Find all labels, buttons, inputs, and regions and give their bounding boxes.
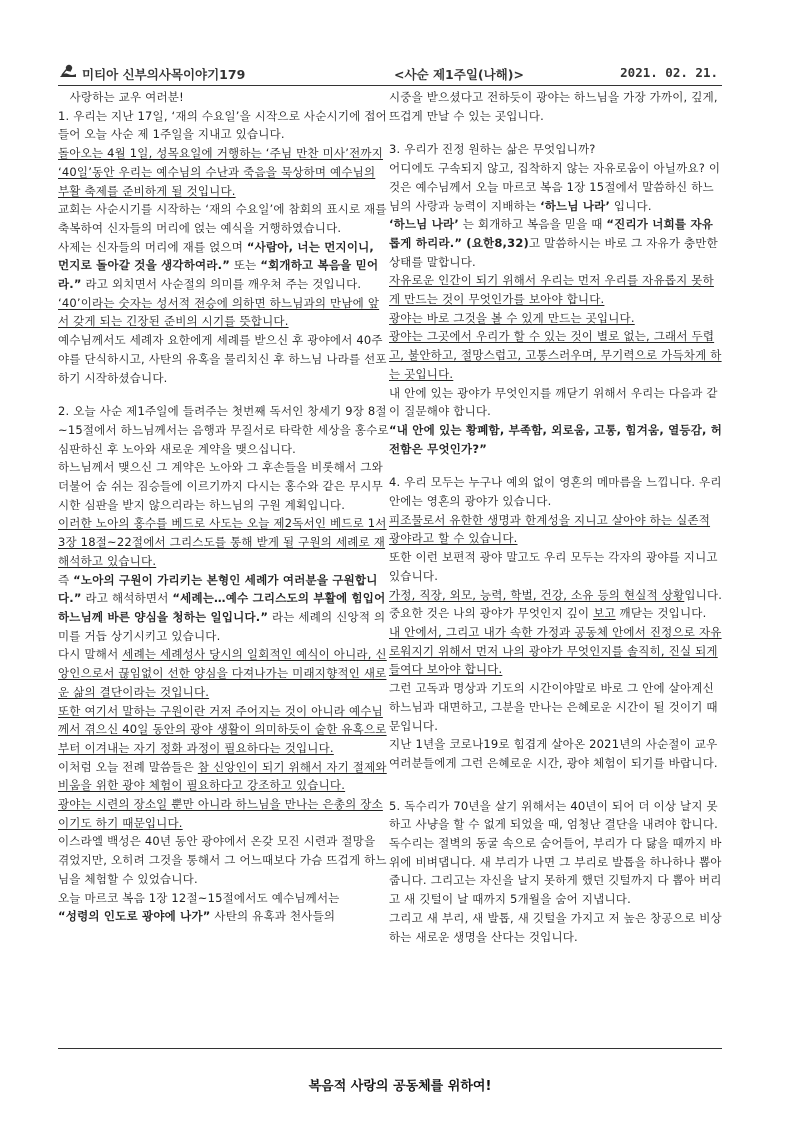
paragraph: 어디에도 구속되지 않고, 집착하지 않는 자유로움이 아닐까요? 이것은 예수님께서 오늘 마르코 복음 1장 15절에서 말씀하신 하느님의 사랑과 능력이 지배하는 ‘하느님 나라’ 입니다. [389,161,721,213]
paragraph: 자유로운 인간이 되기 위해서 우리는 먼저 우리를 자유롭지 못하게 만드는 것이 무엇인가를 보아야 합니다. [389,273,714,307]
paragraph: “내 안에 있는 황폐함, 부족함, 외로움, 고통, 힘겨움, 열등감, 허전함은 무엇인가?” [389,422,723,456]
paragraph: 오늘 마르코 복음 1장 12절~15절에서도 예수님께서는 [58,890,340,905]
paragraph: 독수리는 절벽의 동굴 속으로 숨어들어, 부리가 다 닳을 때까지 바위에 비벼댑니다. 새 부리가 나면 그 부리로 발톱을 하나하나 뽑아줍니다. 그리고는 자신을 날지 못하게 했던 깃털까지 다 뽑아 버리고 새 깃털이 날 때까지 5개월을 숨어 지냅니다. [389,836,722,907]
paragraph: 그리고 새 부리, 새 발톱, 새 깃털을 가지고 저 높은 창공으로 비상하는 새로운 생명을 산다는 것입니다. [389,910,722,944]
paragraph: 이처럼 오늘 전례 말씀들은 참 신앙인이 되기 위해서 자기 절제와 비움을 위한 광야 체험이 필요하다고 강조하고 있습니다. [58,759,387,793]
paragraph: 4. 우리 모두는 누구나 예외 없이 영혼의 메마름을 느낍니다. 우리 안에는 영혼의 광야가 있습니다. [389,475,722,509]
paragraph: 광야는 시련의 장소일 뿐만 아니라 하느님을 만나는 은총의 장소이기도 하기 때문입니다. [58,797,383,830]
paragraph: 다시 말해서 세례는 세례성사 당시의 일회적인 예식이 아니라, 신앙인으로서 끊임없이 선한 양심을 다져나가는 미래지향적인 새로운 삶의 결단이라는 것입니다. [58,647,387,699]
paragraph: 또한 이런 보편적 광야 말고도 우리 모두는 각자의 광야를 지니고 있습니다. [389,550,718,583]
paragraph: 돌아오는 4월 1일, 성목요일에 거행하는 ‘주님 만찬 미사’전까지 ‘40일’동안 우리는 예수님의 수난과 죽음을 묵상하며 예수님의 부활 축제를 준비하게 될 것입니다. [58,146,384,198]
paragraph: 광야는 바로 그것을 볼 수 있게 만드는 곳입니다. [389,310,635,325]
paragraph: 1. 우리는 지난 17일, ‘재의 수요일’을 시작으로 사순시기에 접어들어 오늘 사순 제 1주일을 지내고 있습니다. [58,108,387,142]
paragraph: 2. 오늘 사순 제1주일에 들려주는 첫번째 독서인 창세기 9장 8절~15절에서 하느님께서는 음행과 무질서로 타락한 세상을 홍수로 심판하신 후 노아와 새로운 계약을 맺으십니다. [58,404,389,456]
paragraph: ‘40’이라는 숫자는 성서적 전승에 의하면 하느님과의 만남에 앞서 갖게 되는 긴장된 준비의 시기를 뜻합니다. [58,295,380,329]
paragraph: “성령의 인도로 광야에 나가” 사탄의 유혹과 천사들의 [58,909,336,924]
paragraph: 3. 우리가 진정 원하는 삶은 무엇입니까? [389,142,596,157]
paragraph: 광야는 그곳에서 우리가 할 수 있는 것이 별로 없는, 그래서 두렵고, 불안하고, 절망스럽고, 고통스러우며, 무기력으로 가득차게 하는 곳입니다. [389,329,722,381]
paragraph: 하느님께서 맺으신 그 계약은 노아와 그 후손들을 비롯해서 그와 더불어 숨 쉬는 짐승들에 이르기까지 다시는 홍수와 같은 무시무시한 심판을 받지 않으리라는 하느님의 구원 계획입니다. [58,460,383,512]
paragraph: 교회는 사순시기를 시작하는 ‘재의 수요일’에 참회의 표시로 재를 축복하여 신자들의 머리에 얹는 예식을 거행하였습니다. [58,202,387,235]
paragraph: 지난 1년을 코로나19로 힘겹게 살아온 2021년의 사순절이 교우 여러분들에게 그런 은혜로운 시간, 광야 체험이 되기를 바랍니다. [389,737,718,770]
paragraph: 내 안에서, 그리고 내가 속한 가정과 공동체 안에서 진정으로 자유로워지기 위해서 먼저 나의 광야가 무엇인지를 솔직히, 진실 되게 들여다 보아야 합니다. [389,624,722,677]
paragraph: 예수님께서도 세례자 요한에게 세례를 받으신 후 광야에서 40주야를 단식하시고, 사탄의 유혹을 물리치신 후 하느님 나라를 선포하기 시작하셨습니다. [58,333,387,385]
header-series-title: 미티아 신부의사목이야기179 [82,67,246,82]
header-liturgy-title: <사순 제1주일(나해)> [394,67,524,82]
paragraph: 5. 독수리가 70년을 살기 위해서는 40년이 되어 더 이상 날지 못하고 사냥을 할 수 없게 되었을 때, 엄청난 결단을 내려야 합니다. [389,798,718,832]
header-rule [58,85,722,86]
paragraph: 중요한 것은 나의 광야가 무엇인지 깊이 보고 깨닫는 것입니다. [389,606,707,621]
header-date: 2021. 02. 21. [620,65,718,80]
paragraph: 사제는 신자들의 머리에 재를 얹으며 “사람아, 너는 먼지이니, 먼지로 돌아갈 것을 생각하여라.” 또는 “회개하고 복음을 믿어라.” 라고 외치면서 사순절의 의미를 깨우쳐 주는 것입니다. [58,239,379,292]
paragraph: 내 안에 있는 광야가 무엇인지를 깨닫기 위해서 우리는 다음과 같이 질문해야 합니다. [389,385,718,419]
footer-rule [58,1048,722,1049]
paragraph: 이스라엘 백성은 40년 동안 광야에서 온갖 모진 시련과 절망을 겪었지만, 오히려 그것을 통해서 그 어느때보다 가슴 뜨겁게 하느님을 체험할 수 있었습니다. [58,834,387,886]
priest-logo-icon [58,62,78,80]
footer-motto: 복음적 사랑의 공동체를 위하여! [308,1079,492,1094]
greeting: 사랑하는 교우 여러분! [69,90,184,104]
left-column [58,88,389,926]
page-header [58,64,718,84]
paragraph: 또한 여기서 말하는 구원이란 거저 주어지는 것이 아니라 예수님께서 겪으신 40일 동안의 광야 생활이 의미하듯이 숱한 유혹으로부터 이겨내는 자기 정화 과정이 필요하다는 것입니다. [58,703,387,755]
paragraph: 그런 고독과 명상과 기도의 시간이야말로 바로 그 안에 살아계신 하느님과 대면하고, 그분을 만나는 은혜로운 시간이 될 것이기 때문입니다. [389,681,718,733]
paragraph: 가정, 직장, 외모, 능력, 학벌, 건강, 소유 등의 현실적 상황입니다. [389,587,723,602]
right-column [389,88,723,946]
paragraph: 이러한 노아의 홍수를 베드로 사도는 오늘 제2독서인 베드로 1서 3장 18절~22절에서 그리스도를 통해 받게 될 구원의 세례로 재해석하고 있습니다. [58,516,387,568]
paragraph: 즉 “노아의 구원이 가리키는 본형인 세례가 여러분을 구원합니다.” 라고 해석하면서 “세례는…예수 그리스도의 부활에 힘입어 하느님께 바른 양심을 청하는 일입니다.” 라는 세례의 신앙적 의미를 거듭 상기시키고 있습니다. [58,572,386,643]
paragraph: 시중을 받으셨다고 전하듯이 광야는 하느님을 가장 가까이, 깊게, 뜨겁게 만날 수 있는 곳입니다. [389,90,718,123]
paragraph: ‘하느님 나라’ 는 회개하고 복음을 믿을 때 “진리가 너희를 자유롭게 하리라.” (요한8,32)고 말씀하시는 바로 그 자유가 충만한 상태를 말합니다. [389,217,718,269]
paragraph: 피조물로서 유한한 생명과 한계성을 지니고 살아야 하는 실존적 광야라고 할 수 있습니다. [389,512,711,546]
